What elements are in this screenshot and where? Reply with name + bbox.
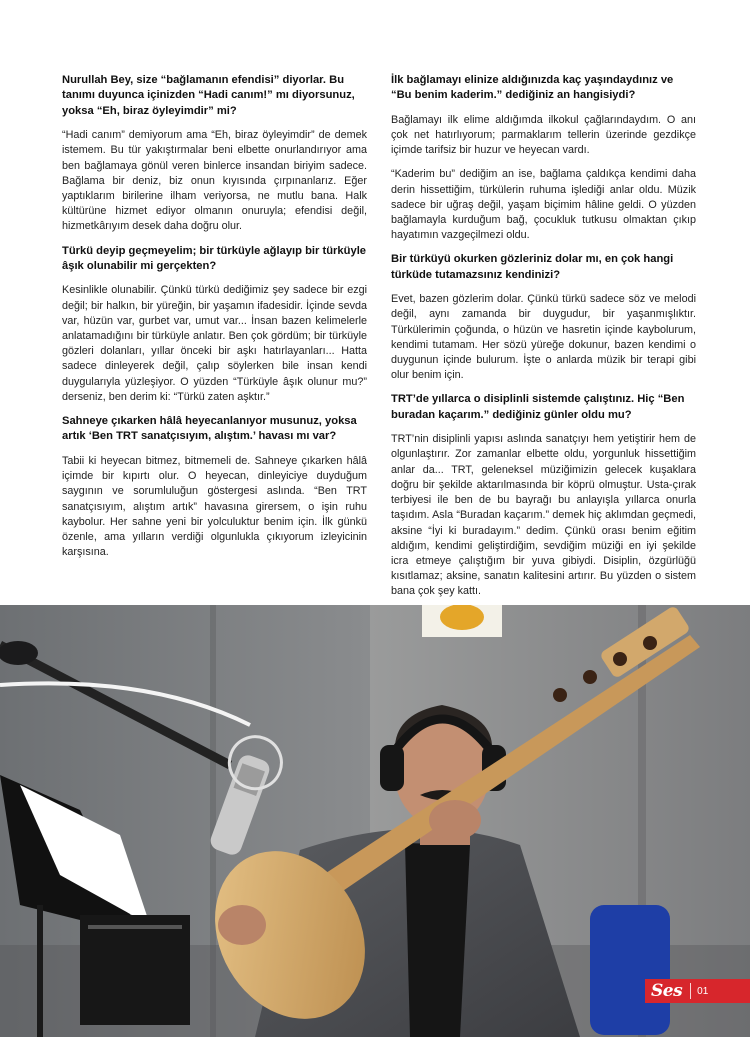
musician-with-baglama-illustration	[0, 605, 750, 1037]
interview-question: Sahneye çıkarken hâlâ heyecanlanıyor musunuz, yoksa artık ‘Ben TRT sanatçısıyım, alıştım.’ havası mı var?	[62, 415, 357, 443]
page-footer-band	[645, 979, 750, 1003]
page-number: 01	[697, 985, 709, 997]
magazine-logo: Ses	[651, 981, 683, 1001]
interview-question: Bir türküyü okurken gözleriniz dolar mı, en çok hangi türküde tutamazsınız kendinizi?	[391, 253, 674, 281]
interview-question: Türkü deyip geçmeyelim; bir türküyle ağlayıp bir türküyle âşık olunabilir mi gerçekten?	[62, 244, 367, 273]
studio-photo	[0, 605, 750, 1037]
interview-answer: TRT’nin disiplinli yapısı aslında sanatçıyı hem yetiştirir hem de olgunlaştırır. Zor zamanlar elbette oldu, yorgunluk hissettiğim anlar da... TRT, geleneksel müziğimizin gelecek kuşaklara doğru bir şekilde aktarılmasında bir köprü olmuştur. Usta-çırak terbiyesi ile ben de bu bayrağı bu anlayışla yıllarca onurla taşıdım. Asla “Buradan kaçarım.” demek hiç aklımdan geçmedi, aksine “İyi ki buradayım.” dedim. Çünkü orası benim eğitim aldığım, kendimi geliştirdiğim, sevdiğim müziği en iyi şekilde icra etmeye çalıştığım bir yuva gibiydi. Disiplin, özgürlüğü kısıtlamaz; aksine, sanatın kalitesini artırır. Bu yüzden o sistem bana çok şey kattı.	[391, 433, 696, 598]
interview-answer: Evet, bazen gözlerim dolar. Çünkü türkü sadece söz ve melodi değil, aynı zamanda bir duygudur, bir yaşanmışlıktır. Türkülerimin çoğunda, o hüzün ve hasretin içinde kaybolurum, kendimi tutamam. Her sözü yüreğe dokunur, bazen kendimi o duygunun içinde bulurum. İşte o anlarda müzik bir terapi gibi olur benim için.	[391, 293, 696, 382]
article-column-right	[391, 73, 696, 609]
interview-question: TRT’de yıllarca o disiplinli sistemde çalıştınız. Hiç “Ben buradan kaçarım.” dediğiniz günler oldu mu?	[391, 393, 685, 421]
interview-question: Nurullah Bey, size “bağlamanın efendisi” diyorlar. Bu tanımı duyunca içinizden “Hadi canım!” mı diyorsunuz, yoksa “Eh, biraz öyleyimdir” mi?	[62, 74, 355, 117]
article-column-left	[62, 73, 367, 569]
interview-answer: “Hadi canım” demiyorum ama “Eh, biraz öyleyimdir” de demek istemem. Bu tür yakıştırmalar beni elbette onurlandırıyor ama ben bağlamaya gönül veren binlerce insandan biriyim sadece. Bağlama bir deniz, biz onun kıyısında çırpınanlarız. Eğer yaptıklarım birilerine ilham veriyorsa, ne mutlu bana. Halk kültürüne hizmet ediyor olmanın onuruyla; efendisi değil, hizmetkârıyım desek daha doğru olur.	[62, 129, 367, 233]
interview-answer: Bağlamayı ilk elime aldığımda ilkokul çağlarındaydım. O anı çok net hatırlıyorum; parmaklarım tellerin üzerinde gezdikçe içimde tarifsiz bir huzur ve heyecan vardı.	[391, 113, 696, 157]
interview-answer: Kesinlikle olunabilir. Çünkü türkü dediğimiz şey sadece bir ezgi değil; bir halkın, bir yüreğin, bir yaşamın ifadesidir. İçinde sevda var, hüzün var, gurbet var, umut var... İnsan bazen kelimelerle anlatamadığını bir türküyle anlatır. Ben çok gördüm; bir türküyle gözleri dolanları, yıllar önceki bir aşkı hatırlayanları... Hatta sadece dinleyerek değil, çalıp söylerken bile insan kendi duygularıyla yüzleşiyor. O yüzden “Türküyle âşık olunur mu?” derseniz, ben derim ki: “Türkü zaten aşktır.”	[62, 284, 367, 403]
interview-answer: “Kaderim bu” dediğim an ise, bağlama çaldıkça kendimi daha derin hissettiğim, türkülerin ruhuma işlediği anlar oldu. Müzik sadece bir uğraş değil, yaşam biçimim hâline geldi. O yüzden bağlamayla kurduğum bağ, çocukluk tutkusu olmaktan çıkıp hayatımın vazgeçilmezi oldu.	[391, 168, 696, 242]
interview-answer: Tabii ki heyecan bitmez, bitmemeli de. Sahneye çıkarken hâlâ içimde bir kıpırtı olur. O heyecan, dinleyiciye duyduğum saygının ve sorumluluğun göstergesi aslında. “Ben TRT sanatçısıyım, alıştım artık” havasına girersem, o işin ruhu kaybolur. Her sahne yeni bir yolculuktur benim için. İlk günkü özenle, ama yılların verdiği olgunlukla çıkıyorum izleyicinin karşısına.	[62, 454, 367, 559]
footer-divider	[690, 983, 691, 999]
interview-question: İlk bağlamayı elinize aldığınızda kaç yaşındaydınız ve “Bu benim kaderim.” dediğiniz an hangisiydi?	[391, 74, 674, 102]
